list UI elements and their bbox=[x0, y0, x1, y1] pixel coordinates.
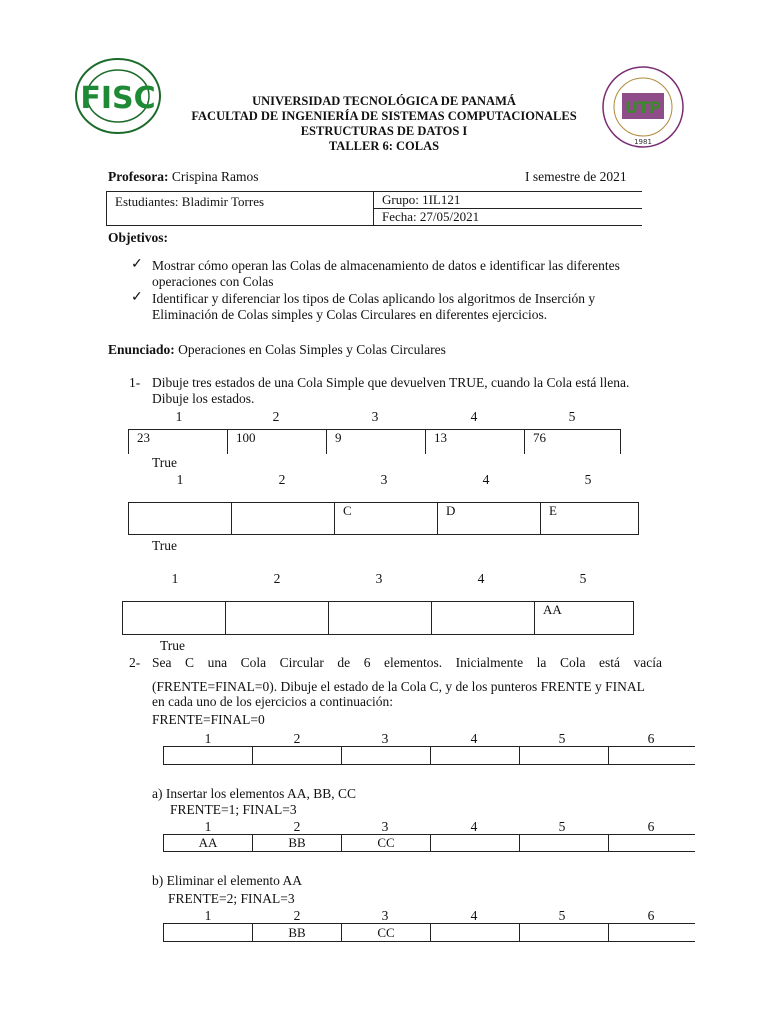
exercise-2-line-3: en cada uno de los ejercicios a continuación: bbox=[152, 694, 394, 709]
queue-cell bbox=[431, 924, 520, 942]
queue-cell: BB bbox=[253, 835, 342, 852]
check-icon: ✓ bbox=[131, 257, 143, 272]
objective-1-line-2: operaciones con Colas bbox=[152, 274, 274, 289]
result-true: True bbox=[152, 455, 178, 470]
index-label: 4 bbox=[470, 908, 478, 923]
workshop-title: TALLER 6: COLAS bbox=[328, 139, 440, 153]
exercise-2-line-2: (FRENTE=FINAL=0). Dibuje el estado de la Cola C, y de los punteros FRENTE y FINAL bbox=[152, 679, 645, 694]
queue-cell bbox=[232, 503, 335, 535]
objectives-title: Objetivos: bbox=[108, 230, 168, 245]
queue-cell bbox=[520, 924, 609, 942]
queue-cell: AA bbox=[535, 602, 634, 635]
index-label: 1 bbox=[204, 731, 212, 746]
queue-cell: CC bbox=[342, 924, 431, 942]
index-label: 3 bbox=[380, 472, 388, 487]
queue-cell bbox=[520, 747, 609, 765]
queue-cell: 13 bbox=[426, 430, 525, 454]
queue-cell bbox=[431, 835, 520, 852]
index-label: 5 bbox=[558, 819, 566, 834]
index-label: 5 bbox=[579, 571, 587, 586]
simple-queue-state-2 bbox=[128, 502, 639, 535]
queue-cell: C bbox=[335, 503, 438, 535]
index-label: 4 bbox=[470, 731, 478, 746]
index-label: 2 bbox=[293, 908, 301, 923]
index-label: 4 bbox=[470, 409, 478, 424]
index-label: 2 bbox=[272, 409, 280, 424]
queue-cell bbox=[164, 747, 253, 765]
index-label: 4 bbox=[477, 571, 485, 586]
part-b-title: b) Eliminar el elemento AA bbox=[152, 873, 302, 888]
student-info-table bbox=[106, 191, 642, 226]
queue-cell bbox=[609, 747, 696, 765]
queue-cell: 76 bbox=[525, 430, 621, 454]
objective-2-line-2: Eliminación de Colas simples y Colas Circulares en diferentes ejercicios. bbox=[152, 307, 548, 322]
queue-cell bbox=[129, 503, 232, 535]
students-cell: Estudiantes: Bladimir Torres bbox=[107, 192, 374, 226]
semester: I semestre de 2021 bbox=[525, 169, 627, 184]
index-label: 3 bbox=[381, 819, 389, 834]
objective-2-line-1: Identificar y diferenciar los tipos de Colas aplicando los algoritmos de Inserción y bbox=[152, 291, 596, 306]
queue-cell bbox=[520, 835, 609, 852]
index-label: 2 bbox=[293, 819, 301, 834]
objective-1-line-1: Mostrar cómo operan las Colas de almacenamiento de datos e identificar las diferentes bbox=[152, 258, 620, 273]
queue-cell: E bbox=[541, 503, 639, 535]
fisc-logo-text: FISC bbox=[80, 81, 156, 116]
check-icon: ✓ bbox=[131, 290, 143, 305]
statement-text: Operaciones en Colas Simples y Colas Circulares bbox=[174, 342, 446, 357]
index-label: 3 bbox=[375, 571, 383, 586]
index-label: 3 bbox=[371, 409, 379, 424]
queue-cell bbox=[226, 602, 329, 635]
queue-cell: 100 bbox=[228, 430, 327, 454]
queue-cell bbox=[609, 924, 696, 942]
utp-logo-year: 1981 bbox=[634, 138, 652, 146]
queue-cell: D bbox=[438, 503, 541, 535]
initial-pointers: FRENTE=FINAL=0 bbox=[152, 712, 265, 727]
index-label: 2 bbox=[293, 731, 301, 746]
exercise-2-line-1: Sea C una Cola Circular de 6 elementos. Inicialmente la Cola está vacía bbox=[152, 655, 662, 670]
utp-logo-text: UTP bbox=[625, 98, 661, 117]
statement-label: Enunciado: bbox=[108, 342, 175, 357]
exercise-1-line-1: Dibuje tres estados de una Cola Simple que devuelven TRUE, cuando la Cola está llena. bbox=[152, 375, 630, 390]
queue-cell bbox=[431, 747, 520, 765]
index-label: 3 bbox=[381, 731, 389, 746]
index-label: 4 bbox=[470, 819, 478, 834]
part-a-pointers: FRENTE=1; FINAL=3 bbox=[170, 802, 297, 817]
circular-queue-state-b bbox=[163, 923, 695, 942]
part-a-title: a) Insertar los elementos AA, BB, CC bbox=[152, 786, 356, 801]
circular-queue-initial bbox=[163, 746, 695, 765]
statement bbox=[108, 342, 446, 358]
queue-cell: BB bbox=[253, 924, 342, 942]
queue-cell bbox=[432, 602, 535, 635]
queue-cell bbox=[342, 747, 431, 765]
queue-cell: AA bbox=[164, 835, 253, 852]
professor-name: Crispina Ramos bbox=[171, 169, 259, 184]
queue-cell bbox=[123, 602, 226, 635]
university-title: UNIVERSIDAD TECNOLÓGICA DE PANAMÁ bbox=[252, 94, 516, 108]
queue-cell bbox=[609, 835, 696, 852]
index-label: 1 bbox=[175, 409, 183, 424]
group-cell: Grupo: 1IL121 bbox=[374, 192, 643, 209]
index-label: 1 bbox=[176, 472, 184, 487]
index-label: 6 bbox=[647, 819, 655, 834]
queue-cell: 9 bbox=[327, 430, 426, 454]
exercise-1-line-2: Dibuje los estados. bbox=[152, 391, 255, 406]
index-label: 5 bbox=[558, 908, 566, 923]
queue-cell: CC bbox=[342, 835, 431, 852]
index-label: 5 bbox=[584, 472, 592, 487]
index-label: 2 bbox=[273, 571, 281, 586]
professor-line bbox=[108, 169, 258, 185]
faculty-title: FACULTAD DE INGENIERÍA DE SISTEMAS COMPUTACIONALES bbox=[191, 109, 577, 123]
index-label: 5 bbox=[568, 409, 576, 424]
index-label: 1 bbox=[204, 908, 212, 923]
index-label: 3 bbox=[381, 908, 389, 923]
queue-cell bbox=[329, 602, 432, 635]
index-label: 1 bbox=[204, 819, 212, 834]
index-label: 6 bbox=[647, 731, 655, 746]
result-true: True bbox=[160, 638, 186, 653]
index-label: 6 bbox=[647, 908, 655, 923]
course-title: ESTRUCTURAS DE DATOS I bbox=[300, 124, 468, 138]
queue-cell: 23 bbox=[129, 430, 228, 454]
exercise-2-number: 2- bbox=[129, 655, 141, 670]
index-label: 2 bbox=[278, 472, 286, 487]
index-label: 1 bbox=[171, 571, 179, 586]
queue-cell bbox=[164, 924, 253, 942]
result-true: True bbox=[152, 538, 178, 553]
simple-queue-state-3 bbox=[122, 601, 634, 635]
date-cell: Fecha: 27/05/2021 bbox=[374, 209, 643, 226]
circular-queue-state-a bbox=[163, 834, 695, 852]
part-b-pointers: FRENTE=2; FINAL=3 bbox=[168, 891, 295, 906]
index-label: 4 bbox=[482, 472, 490, 487]
index-label: 5 bbox=[558, 731, 566, 746]
queue-cell bbox=[253, 747, 342, 765]
professor-label: Profesora: bbox=[108, 169, 169, 184]
exercise-1-number: 1- bbox=[129, 375, 141, 390]
simple-queue-state-1 bbox=[128, 429, 621, 454]
